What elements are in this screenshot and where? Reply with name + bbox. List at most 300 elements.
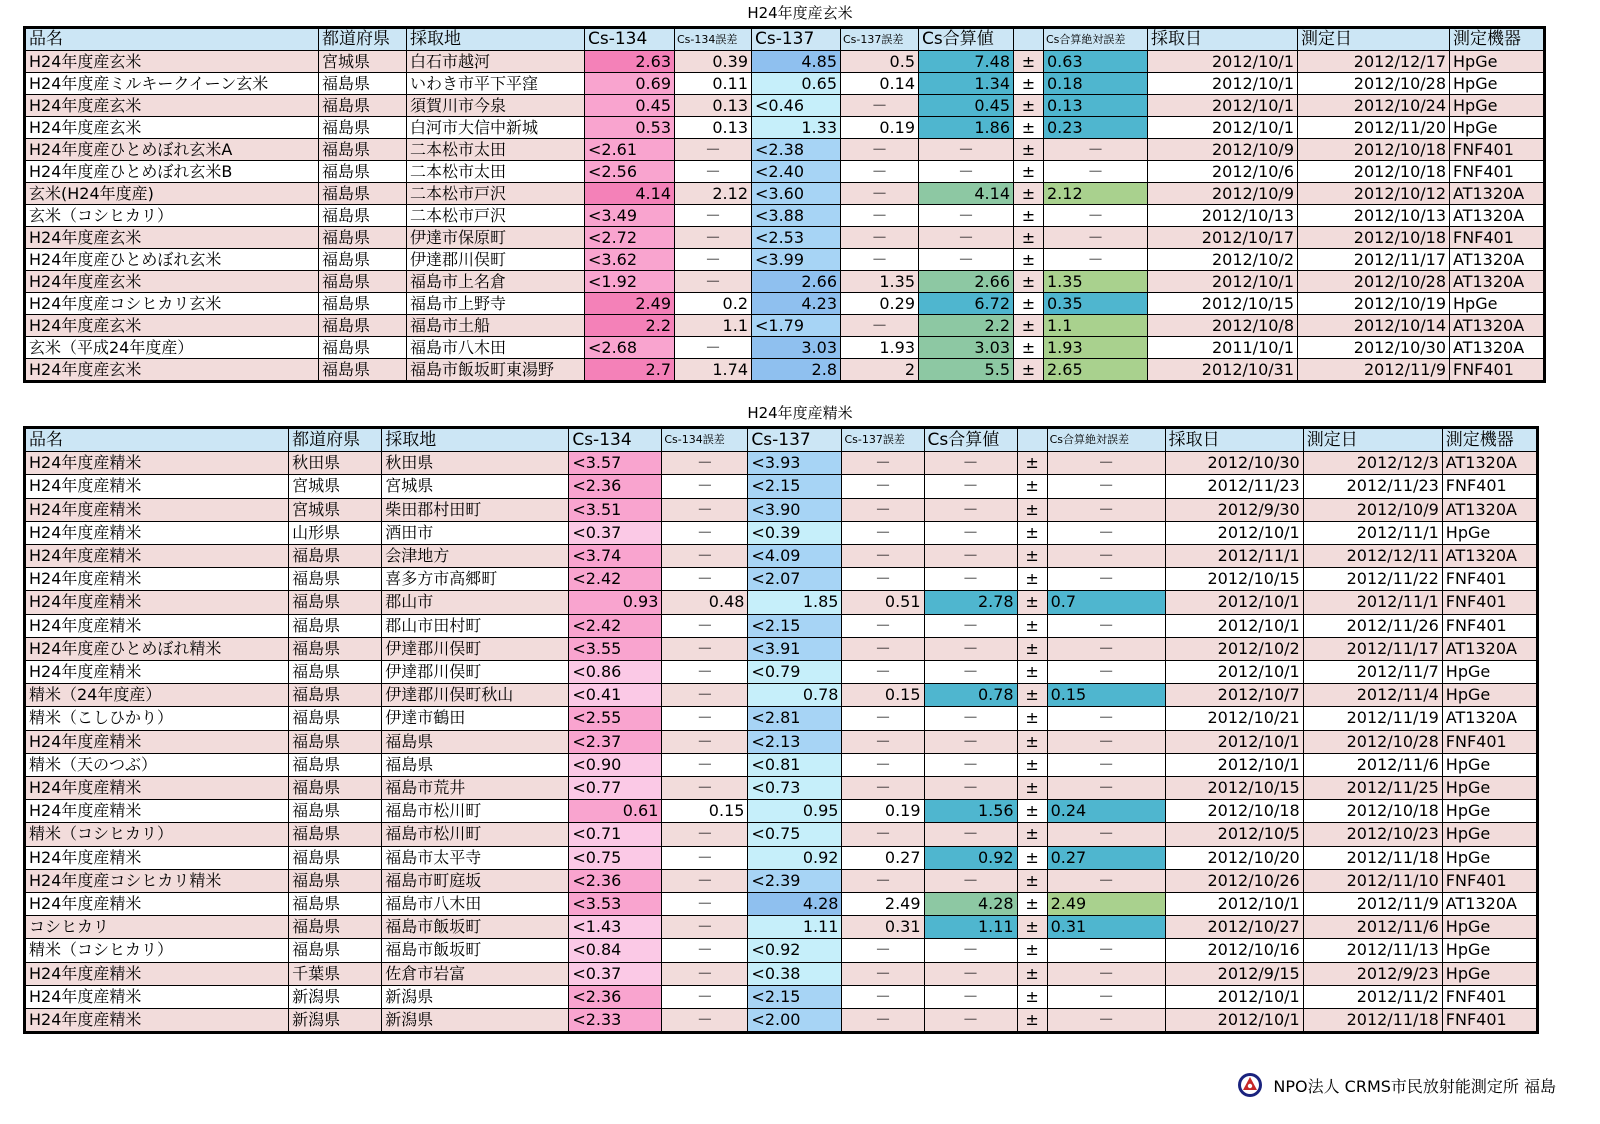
polished-rice-cell-sum: －: [924, 707, 1017, 730]
table-row: [25, 183, 1545, 205]
brown-rice-cell-pm: ±: [1014, 359, 1044, 382]
brown-rice-cell-abserr: －: [1044, 227, 1148, 249]
polished-rice-cell-name: H24年度産精米: [25, 452, 289, 475]
polished-rice-cell-measured: 2012/10/9: [1303, 498, 1442, 521]
polished-rice-cell-err137: 2.49: [842, 893, 924, 916]
polished-rice-cell-device: FNF401: [1442, 730, 1537, 753]
brown-rice-cell-device: HpGe: [1450, 95, 1545, 117]
brown-rice-cell-device: HpGe: [1450, 73, 1545, 95]
brown-rice-cell-err137: 0.14: [841, 73, 919, 95]
polished-rice-cell-measured: 2012/11/1: [1303, 521, 1442, 544]
brown-rice-cell-err134: 0.13: [675, 117, 752, 139]
brown-rice-cell-err134: －: [675, 337, 752, 359]
polished-rice-cell-device: HpGe: [1442, 661, 1537, 684]
polished-rice-cell-device: HpGe: [1442, 846, 1537, 869]
brown-rice-cell-place: 二本松市戸沢: [407, 205, 585, 227]
brown-rice-cell-err134: －: [675, 139, 752, 161]
polished-rice-cell-cs137: 0.78: [748, 684, 842, 707]
polished-rice-cell-err134: －: [662, 753, 748, 776]
polished-rice-cell-sum: －: [924, 545, 1017, 568]
brown-rice-cell-abserr: 2.12: [1044, 183, 1148, 205]
polished-rice-cell-cs134: <0.90: [569, 753, 662, 776]
brown-rice-cell-sampled: 2012/10/1: [1148, 271, 1298, 293]
polished-rice-cell-cs134: <0.77: [569, 777, 662, 800]
polished-rice-cell-abserr: －: [1047, 475, 1165, 498]
polished-rice-cell-err134: －: [662, 614, 748, 637]
brown-rice-cell-cs134: <3.49: [585, 205, 675, 227]
polished-rice-cell-sampled: 2012/10/15: [1165, 568, 1303, 591]
brown-rice-cell-pref: 福島県: [319, 139, 407, 161]
brown-rice-cell-name: H24年度産玄米: [25, 117, 319, 139]
polished-rice-cell-sum: －: [924, 521, 1017, 544]
polished-rice-cell-sum: －: [924, 962, 1017, 985]
table-row: [25, 139, 1545, 161]
polished-rice-cell-pm: ±: [1017, 777, 1047, 800]
polished-rice-cell-err137: 0.31: [842, 916, 924, 939]
polished-rice-cell-place: 伊達郡川俣町秋山: [382, 684, 569, 707]
brown-rice-cell-abserr: 2.65: [1044, 359, 1148, 382]
polished-rice-cell-measured: 2012/11/2: [1303, 985, 1442, 1008]
polished-rice-cell-err134: －: [662, 475, 748, 498]
polished-rice-cell-sum: 0.92: [924, 846, 1017, 869]
brown-rice-cell-cs137: 2.8: [752, 359, 841, 382]
polished-rice-cell-pref: 福島県: [289, 707, 382, 730]
polished-rice-header-abserr: Cs合算絶対誤差: [1047, 428, 1165, 452]
table-row: [25, 315, 1545, 337]
brown-rice-cell-place: 伊達市保原町: [407, 227, 585, 249]
brown-rice-cell-pref: 福島県: [319, 161, 407, 183]
brown-rice-cell-cs134: <1.92: [585, 271, 675, 293]
brown-rice-cell-pm: ±: [1014, 337, 1044, 359]
polished-rice-cell-cs134: <0.84: [569, 939, 662, 962]
polished-rice-cell-sampled: 2012/10/1: [1165, 985, 1303, 1008]
brown-rice-cell-cs134: 0.69: [585, 73, 675, 95]
polished-rice-cell-sampled: 2012/10/26: [1165, 869, 1303, 892]
polished-rice-cell-err137: －: [842, 939, 924, 962]
brown-rice-cell-cs137: <1.79: [752, 315, 841, 337]
brown-rice-cell-measured: 2012/10/18: [1298, 161, 1450, 183]
polished-rice-cell-device: AT1320A: [1442, 452, 1537, 475]
table-row: [25, 684, 1538, 707]
polished-rice-cell-pm: ±: [1017, 475, 1047, 498]
brown-rice-cell-err134: －: [675, 249, 752, 271]
polished-rice-cell-device: HpGe: [1442, 962, 1537, 985]
polished-rice-cell-pm: ±: [1017, 684, 1047, 707]
polished-rice-header-pref: 都道府県: [289, 428, 382, 452]
polished-rice-cell-pref: 福島県: [289, 637, 382, 660]
polished-rice-cell-err137: －: [842, 637, 924, 660]
polished-rice-cell-name: H24年度産精米: [25, 568, 289, 591]
table-row: [25, 730, 1538, 753]
polished-rice-cell-place: 秋田県: [382, 452, 569, 475]
brown-rice-cell-sum: 4.14: [919, 183, 1014, 205]
polished-rice-cell-place: 郡山市田村町: [382, 614, 569, 637]
polished-rice-cell-sampled: 2012/10/1: [1165, 661, 1303, 684]
brown-rice-cell-place: 二本松市太田: [407, 139, 585, 161]
brown-rice-cell-sampled: 2012/10/31: [1148, 359, 1298, 382]
polished-rice-cell-place: 福島市松川町: [382, 800, 569, 823]
brown-rice-cell-cs137: <3.60: [752, 183, 841, 205]
brown-rice-cell-pm: ±: [1014, 117, 1044, 139]
polished-rice-cell-err134: －: [662, 869, 748, 892]
polished-rice-cell-measured: 2012/12/3: [1303, 452, 1442, 475]
polished-rice-cell-sampled: 2012/10/16: [1165, 939, 1303, 962]
polished-rice-cell-place: 福島市松川町: [382, 823, 569, 846]
brown-rice-cell-sum: 5.5: [919, 359, 1014, 382]
brown-rice-header-device: 測定機器: [1450, 28, 1545, 51]
brown-rice-cell-measured: 2012/10/28: [1298, 271, 1450, 293]
brown-rice-cell-name: H24年度産ひとめぼれ玄米B: [25, 161, 319, 183]
polished-rice-cell-err134: －: [662, 1009, 748, 1033]
polished-rice-cell-pm: ±: [1017, 591, 1047, 614]
polished-rice-header-cs134: Cs-134: [569, 428, 662, 452]
brown-rice-header-pm: [1014, 28, 1044, 51]
polished-rice-cell-err134: －: [662, 730, 748, 753]
brown-rice-cell-cs137: <2.40: [752, 161, 841, 183]
brown-rice-cell-pref: 福島県: [319, 249, 407, 271]
polished-rice-cell-err134: －: [662, 823, 748, 846]
polished-rice-cell-cs137: <0.79: [748, 661, 842, 684]
polished-rice-cell-pref: 福島県: [289, 568, 382, 591]
brown-rice-cell-err137: 0.19: [841, 117, 919, 139]
brown-rice-cell-place: 二本松市太田: [407, 161, 585, 183]
polished-rice-cell-pref: 福島県: [289, 730, 382, 753]
brown-rice-cell-cs137: <2.38: [752, 139, 841, 161]
brown-rice-header-row: [25, 28, 1545, 51]
brown-rice-header-cs134: Cs-134: [585, 28, 675, 51]
polished-rice-cell-cs134: <0.41: [569, 684, 662, 707]
brown-rice-cell-sum: 1.86: [919, 117, 1014, 139]
polished-rice-cell-pm: ±: [1017, 707, 1047, 730]
polished-rice-cell-abserr: －: [1047, 707, 1165, 730]
polished-rice-body: [25, 452, 1538, 1033]
polished-rice-cell-cs134: <0.37: [569, 962, 662, 985]
brown-rice-cell-pm: ±: [1014, 161, 1044, 183]
polished-rice-cell-cs137: <2.39: [748, 869, 842, 892]
footer-org: NPO法人 CRMS市民放射能測定所 福島: [1273, 1076, 1556, 1096]
polished-rice-cell-err137: －: [842, 962, 924, 985]
polished-rice-cell-place: 福島市八木田: [382, 893, 569, 916]
brown-rice-cell-err137: －: [841, 249, 919, 271]
polished-rice-cell-pref: 福島県: [289, 591, 382, 614]
polished-rice-cell-sampled: 2012/10/15: [1165, 777, 1303, 800]
polished-rice-cell-cs137: <0.81: [748, 753, 842, 776]
brown-rice-cell-sum: －: [919, 227, 1014, 249]
table-row: [25, 661, 1538, 684]
polished-rice-cell-err137: 0.19: [842, 800, 924, 823]
polished-rice-cell-cs137: <0.39: [748, 521, 842, 544]
table-row: [25, 614, 1538, 637]
polished-rice-cell-err137: －: [842, 568, 924, 591]
brown-rice-cell-place: 福島市上野寺: [407, 293, 585, 315]
brown-rice-cell-abserr: 0.35: [1044, 293, 1148, 315]
polished-rice-cell-device: AT1320A: [1442, 893, 1537, 916]
polished-rice-cell-sum: －: [924, 753, 1017, 776]
brown-rice-cell-measured: 2012/10/13: [1298, 205, 1450, 227]
polished-rice-cell-pm: ±: [1017, 730, 1047, 753]
polished-rice-cell-err137: －: [842, 869, 924, 892]
polished-rice-cell-abserr: －: [1047, 498, 1165, 521]
polished-rice-cell-name: コシヒカリ: [25, 916, 289, 939]
polished-rice-header-row: [25, 428, 1538, 452]
polished-rice-cell-sampled: 2012/9/30: [1165, 498, 1303, 521]
brown-rice-cell-name: H24年度産玄米: [25, 315, 319, 337]
polished-rice-cell-pm: ±: [1017, 846, 1047, 869]
polished-rice-cell-pref: 新潟県: [289, 985, 382, 1008]
polished-rice-cell-pref: 福島県: [289, 846, 382, 869]
polished-rice-cell-name: H24年度産精米: [25, 1009, 289, 1033]
brown-rice-cell-err134: －: [675, 161, 752, 183]
polished-rice-cell-abserr: －: [1047, 823, 1165, 846]
polished-rice-cell-pref: 福島県: [289, 661, 382, 684]
polished-rice-cell-cs134: <2.36: [569, 869, 662, 892]
brown-rice-cell-pm: ±: [1014, 293, 1044, 315]
brown-rice-cell-sampled: 2012/10/17: [1148, 227, 1298, 249]
polished-rice-cell-device: HpGe: [1442, 916, 1537, 939]
polished-rice-cell-sum: －: [924, 777, 1017, 800]
brown-rice-cell-err134: －: [675, 205, 752, 227]
polished-rice-cell-cs137: <2.81: [748, 707, 842, 730]
polished-rice-cell-cs134: <2.42: [569, 614, 662, 637]
polished-rice-cell-abserr: 0.31: [1047, 916, 1165, 939]
polished-rice-cell-err134: －: [662, 893, 748, 916]
brown-rice-cell-place: 福島市上名倉: [407, 271, 585, 293]
polished-rice-cell-sampled: 2012/11/23: [1165, 475, 1303, 498]
polished-rice-cell-pm: ±: [1017, 985, 1047, 1008]
brown-rice-cell-sum: 0.45: [919, 95, 1014, 117]
polished-rice-cell-abserr: －: [1047, 730, 1165, 753]
polished-rice-cell-place: 喜多方市高郷町: [382, 568, 569, 591]
polished-rice-cell-pm: ±: [1017, 823, 1047, 846]
polished-rice-cell-cs137: <2.13: [748, 730, 842, 753]
polished-rice-cell-sampled: 2012/10/5: [1165, 823, 1303, 846]
brown-rice-cell-name: H24年度産ひとめぼれ玄米: [25, 249, 319, 271]
polished-rice-cell-sampled: 2012/10/18: [1165, 800, 1303, 823]
polished-rice-cell-pm: ±: [1017, 568, 1047, 591]
brown-rice-cell-measured: 2012/11/17: [1298, 249, 1450, 271]
table-row: [25, 1009, 1538, 1033]
polished-rice-cell-abserr: －: [1047, 614, 1165, 637]
polished-rice-cell-measured: 2012/11/19: [1303, 707, 1442, 730]
brown-rice-table: [23, 26, 1546, 383]
polished-rice-cell-place: 伊達市鶴田: [382, 707, 569, 730]
polished-rice-cell-measured: 2012/11/6: [1303, 753, 1442, 776]
polished-rice-cell-measured: 2012/11/7: [1303, 661, 1442, 684]
brown-rice-cell-measured: 2012/10/24: [1298, 95, 1450, 117]
table-row: [25, 637, 1538, 660]
polished-rice-cell-cs137: <4.09: [748, 545, 842, 568]
brown-rice-cell-err134: 0.13: [675, 95, 752, 117]
polished-rice-cell-err134: 0.15: [662, 800, 748, 823]
brown-rice-cell-err134: 0.11: [675, 73, 752, 95]
polished-rice-cell-abserr: －: [1047, 521, 1165, 544]
polished-rice-cell-abserr: 0.24: [1047, 800, 1165, 823]
brown-rice-cell-measured: 2012/11/20: [1298, 117, 1450, 139]
brown-rice-cell-cs134: 0.45: [585, 95, 675, 117]
brown-rice-cell-cs137: <0.46: [752, 95, 841, 117]
polished-rice-cell-cs134: <3.51: [569, 498, 662, 521]
brown-rice-cell-abserr: 0.23: [1044, 117, 1148, 139]
brown-rice-cell-device: FNF401: [1450, 227, 1545, 249]
brown-rice-header-place: 採取地: [407, 28, 585, 51]
table-row: [25, 521, 1538, 544]
brown-rice-cell-err137: 0.29: [841, 293, 919, 315]
polished-rice-cell-sampled: 2012/10/27: [1165, 916, 1303, 939]
polished-rice-cell-cs134: <0.37: [569, 521, 662, 544]
polished-rice-cell-pm: ±: [1017, 893, 1047, 916]
polished-rice-cell-cs137: 1.85: [748, 591, 842, 614]
polished-rice-cell-device: FNF401: [1442, 591, 1537, 614]
polished-rice-cell-sampled: 2012/10/7: [1165, 684, 1303, 707]
brown-rice-cell-cs137: <3.99: [752, 249, 841, 271]
polished-rice-cell-sampled: 2012/10/30: [1165, 452, 1303, 475]
polished-rice-cell-place: 酒田市: [382, 521, 569, 544]
polished-rice-cell-cs134: <0.86: [569, 661, 662, 684]
table-row: [25, 452, 1538, 475]
polished-rice-cell-pref: 宮城県: [289, 475, 382, 498]
polished-rice-cell-device: FNF401: [1442, 985, 1537, 1008]
polished-rice-cell-err134: －: [662, 846, 748, 869]
brown-rice-cell-pm: ±: [1014, 315, 1044, 337]
polished-rice-cell-device: FNF401: [1442, 568, 1537, 591]
polished-rice-cell-pm: ±: [1017, 498, 1047, 521]
polished-rice-cell-sampled: 2012/10/21: [1165, 707, 1303, 730]
polished-rice-header-device: 測定機器: [1442, 428, 1537, 452]
polished-rice-cell-name: H24年度産コシヒカリ精米: [25, 869, 289, 892]
polished-rice-cell-device: AT1320A: [1442, 637, 1537, 660]
brown-rice-cell-sum: 1.34: [919, 73, 1014, 95]
brown-rice-cell-name: H24年度産玄米: [25, 51, 319, 73]
polished-rice-cell-cs134: <0.75: [569, 846, 662, 869]
polished-rice-cell-device: FNF401: [1442, 1009, 1537, 1033]
polished-rice-cell-measured: 2012/11/6: [1303, 916, 1442, 939]
brown-rice-cell-place: いわき市平下平窪: [407, 73, 585, 95]
polished-rice-header-sampled: 採取日: [1165, 428, 1303, 452]
brown-rice-cell-sampled: 2012/10/1: [1148, 95, 1298, 117]
polished-rice-cell-sum: －: [924, 985, 1017, 1008]
brown-rice-cell-place: 福島市土船: [407, 315, 585, 337]
brown-rice-cell-name: H24年度産玄米: [25, 271, 319, 293]
polished-rice-cell-pref: 福島県: [289, 869, 382, 892]
polished-rice-cell-measured: 2012/10/18: [1303, 800, 1442, 823]
table-row: [25, 545, 1538, 568]
table-row: [25, 869, 1538, 892]
brown-rice-header-measured: 測定日: [1298, 28, 1450, 51]
brown-rice-cell-sum: －: [919, 139, 1014, 161]
brown-rice-cell-pref: 福島県: [319, 337, 407, 359]
brown-rice-cell-pref: 福島県: [319, 95, 407, 117]
polished-rice-cell-err134: －: [662, 962, 748, 985]
polished-rice-cell-cs137: <0.38: [748, 962, 842, 985]
polished-rice-cell-place: 新潟県: [382, 985, 569, 1008]
polished-rice-cell-cs137: <2.00: [748, 1009, 842, 1033]
polished-rice-cell-cs137: 0.92: [748, 846, 842, 869]
polished-rice-cell-measured: 2012/11/17: [1303, 637, 1442, 660]
brown-rice-header-cs137: Cs-137: [752, 28, 841, 51]
brown-rice-cell-device: AT1320A: [1450, 249, 1545, 271]
polished-rice-cell-err137: －: [842, 614, 924, 637]
polished-rice-cell-measured: 2012/11/22: [1303, 568, 1442, 591]
table-row: [25, 161, 1545, 183]
polished-rice-cell-err134: －: [662, 684, 748, 707]
polished-rice-cell-cs137: <0.92: [748, 939, 842, 962]
table-row: [25, 916, 1538, 939]
table-row: [25, 707, 1538, 730]
polished-rice-cell-place: 福島市飯坂町: [382, 916, 569, 939]
polished-rice-cell-device: HpGe: [1442, 823, 1537, 846]
polished-rice-cell-abserr: －: [1047, 869, 1165, 892]
polished-rice-cell-sum: 1.11: [924, 916, 1017, 939]
polished-rice-cell-pref: 新潟県: [289, 1009, 382, 1033]
polished-rice-cell-pref: 福島県: [289, 753, 382, 776]
brown-rice-cell-device: AT1320A: [1450, 271, 1545, 293]
polished-rice-cell-abserr: 0.27: [1047, 846, 1165, 869]
polished-rice-cell-name: H24年度産精米: [25, 521, 289, 544]
polished-rice-cell-measured: 2012/11/13: [1303, 939, 1442, 962]
brown-rice-cell-sum: －: [919, 161, 1014, 183]
brown-rice-title: H24年度産玄米: [747, 4, 853, 22]
polished-rice-cell-place: 柴田郡村田町: [382, 498, 569, 521]
polished-rice-cell-sum: －: [924, 823, 1017, 846]
polished-rice-cell-err134: －: [662, 661, 748, 684]
table-row: [25, 800, 1538, 823]
polished-rice-cell-sum: －: [924, 1009, 1017, 1033]
polished-rice-cell-pm: ±: [1017, 545, 1047, 568]
brown-rice-cell-device: FNF401: [1450, 161, 1545, 183]
brown-rice-cell-pm: ±: [1014, 73, 1044, 95]
polished-rice-cell-cs134: <2.33: [569, 1009, 662, 1033]
polished-rice-cell-name: H24年度産ひとめぼれ精米: [25, 637, 289, 660]
brown-rice-cell-sampled: 2012/10/9: [1148, 139, 1298, 161]
polished-rice-cell-cs137: <2.15: [748, 614, 842, 637]
brown-rice-cell-pref: 福島県: [319, 359, 407, 382]
brown-rice-cell-sum: 6.72: [919, 293, 1014, 315]
polished-rice-cell-measured: 2012/9/23: [1303, 962, 1442, 985]
polished-rice-cell-device: AT1320A: [1442, 707, 1537, 730]
polished-rice-cell-pm: ±: [1017, 521, 1047, 544]
polished-rice-cell-measured: 2012/10/23: [1303, 823, 1442, 846]
polished-rice-cell-cs134: <2.37: [569, 730, 662, 753]
brown-rice-cell-abserr: 1.1: [1044, 315, 1148, 337]
polished-rice-cell-pm: ±: [1017, 614, 1047, 637]
brown-rice-cell-err137: －: [841, 95, 919, 117]
polished-rice-cell-err134: －: [662, 452, 748, 475]
brown-rice-cell-cs137: 2.66: [752, 271, 841, 293]
polished-rice-cell-cs134: <2.36: [569, 475, 662, 498]
polished-rice-cell-abserr: －: [1047, 1009, 1165, 1033]
brown-rice-cell-cs134: 2.49: [585, 293, 675, 315]
polished-rice-cell-pm: ±: [1017, 800, 1047, 823]
polished-rice-cell-err134: －: [662, 707, 748, 730]
brown-rice-cell-err134: －: [675, 271, 752, 293]
polished-rice-cell-sampled: 2012/10/1: [1165, 753, 1303, 776]
polished-rice-cell-err137: －: [842, 498, 924, 521]
polished-rice-cell-name: H24年度産精米: [25, 893, 289, 916]
polished-rice-cell-err137: －: [842, 985, 924, 1008]
polished-rice-cell-place: 郡山市: [382, 591, 569, 614]
polished-rice-cell-sum: 0.78: [924, 684, 1017, 707]
polished-rice-cell-device: AT1320A: [1442, 545, 1537, 568]
polished-rice-cell-measured: 2012/11/25: [1303, 777, 1442, 800]
brown-rice-cell-device: FNF401: [1450, 359, 1545, 382]
polished-rice-cell-cs134: <1.43: [569, 916, 662, 939]
polished-rice-cell-cs134: <3.55: [569, 637, 662, 660]
polished-rice-cell-measured: 2012/11/26: [1303, 614, 1442, 637]
table-row: [25, 271, 1545, 293]
polished-rice-cell-pm: ±: [1017, 637, 1047, 660]
polished-rice-cell-err134: －: [662, 916, 748, 939]
brown-rice-cell-pm: ±: [1014, 249, 1044, 271]
